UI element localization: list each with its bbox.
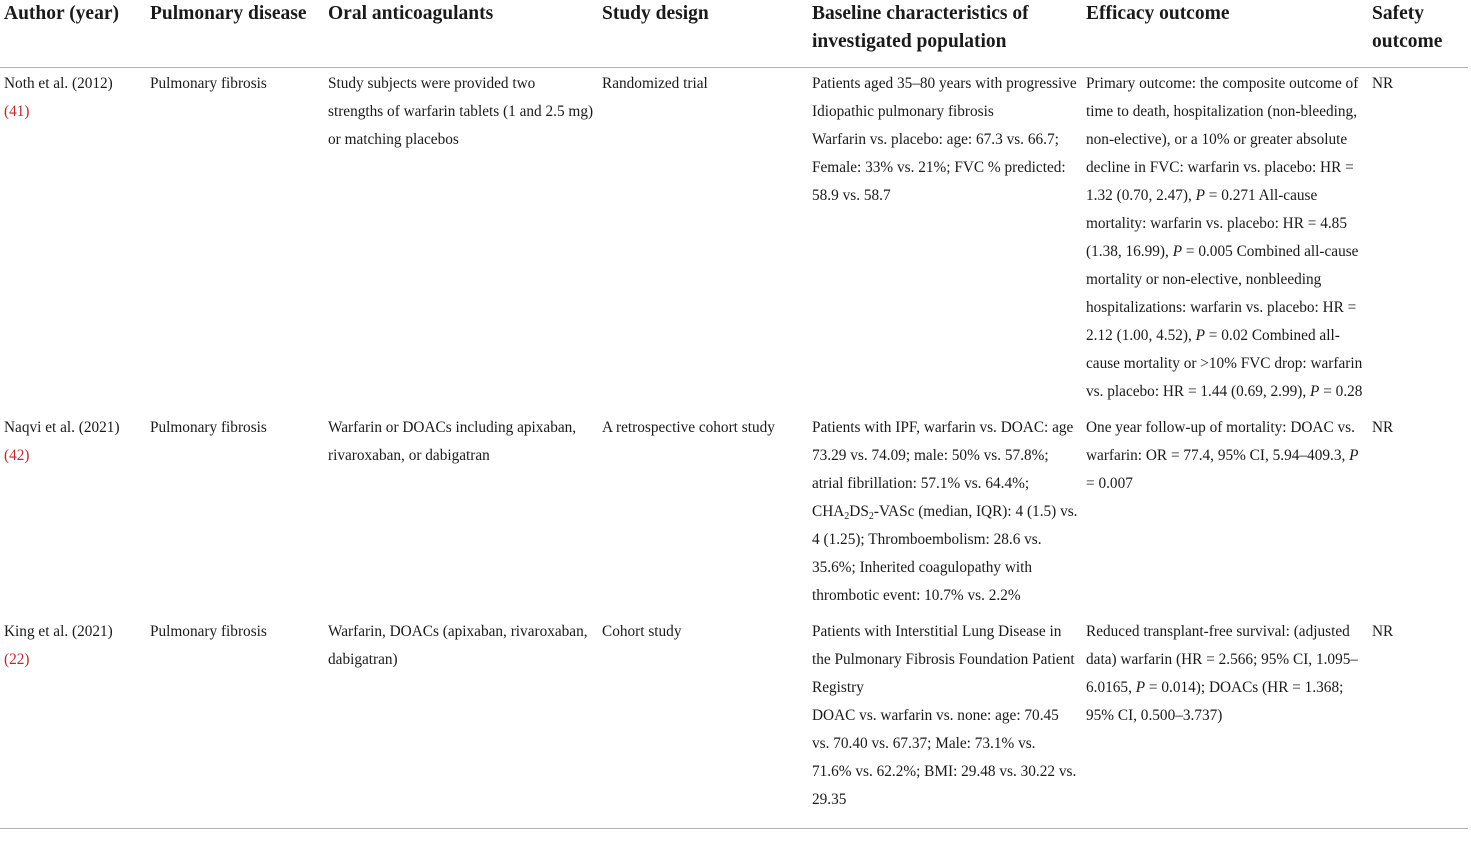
- p-value-symbol: P: [1135, 679, 1146, 696]
- p-value-symbol: P: [1195, 327, 1205, 344]
- p-value-symbol: P: [1195, 187, 1205, 204]
- baseline-cell: [808, 610, 1082, 829]
- reference-link[interactable]: (42): [4, 447, 30, 464]
- efficacy-text: = 0.007: [1086, 475, 1133, 492]
- author-name: Noth et al. (2012): [4, 75, 113, 92]
- p-value-symbol: P: [1172, 243, 1183, 260]
- author-cell: [0, 68, 146, 407]
- disease-cell: Pulmonary fibrosis: [150, 419, 267, 436]
- baseline-population: Patients aged 35–80 years with progressive Idiopathic pulmonary fibrosis: [812, 75, 1077, 120]
- efficacy-text: = 0.271 All-cause mortality: warfarin vs. placebo: HR = 4.85 (1.38, 16.99),: [1086, 187, 1347, 260]
- header-oral-anticoagulants: Oral anticoagulants: [324, 0, 598, 68]
- anticoagulants-cell: Warfarin, DOACs (apixaban, rivaroxaban, dabigatran): [324, 610, 598, 829]
- baseline-population: Patients with Interstitial Lung Disease in the Pulmonary Fibrosis Foundation Patient Registry: [812, 623, 1075, 696]
- efficacy-cell: [1082, 68, 1368, 407]
- author-name: Naqvi et al. (2021): [4, 419, 120, 436]
- baseline-comparison: Warfarin vs. placebo: age: 67.3 vs. 66.7; Female: 33% vs. 21%; FVC % predicted: 58.9 vs. 58.7: [812, 131, 1066, 204]
- efficacy-text: = 0.02 Combined all-cause mortality or >10% FVC drop: warfarin vs. placebo: HR = 1.44 (0.69, 2.99),: [1086, 327, 1363, 400]
- header-study-design: Study design: [598, 0, 808, 68]
- reference-link[interactable]: (22): [4, 651, 30, 668]
- header-author-year: Author (year): [0, 0, 146, 68]
- baseline-cell: [808, 406, 1082, 610]
- author-name: King et al. (2021): [4, 623, 113, 640]
- design-cell: Cohort study: [598, 610, 808, 829]
- efficacy-text: = 0.014); DOACs (HR = 1.368; 95% CI, 0.500–3.737): [1086, 679, 1344, 724]
- header-row: [0, 0, 1468, 68]
- efficacy-text: Primary outcome: the composite outcome of time to death, hospitalization (non-bleeding, non-elective), or a 10% or greater absolute decline in FVC: warfarin vs. placebo: HR = 1.32 (0.70, 2.47),: [1086, 75, 1359, 204]
- p-value-symbol: P: [1349, 447, 1359, 464]
- table-row: [0, 610, 1468, 829]
- anticoagulants-cell: Warfarin or DOACs including apixaban, rivaroxaban, or dabigatran: [328, 419, 577, 464]
- design-cell: A retrospective cohort study: [602, 419, 775, 436]
- baseline-text: Patients with IPF, warfarin vs. DOAC: age 73.29 vs. 74.09; male: 50% vs. 57.8%; atrial fibrillation: 57.1% vs. 64.4%; CHA: [812, 419, 1074, 520]
- efficacy-text: = 0.005 Combined all-cause mortality or non-elective, nonbleeding hospitalizations: warfarin vs. placebo: HR = 2.12 (1.00, 4.52),: [1086, 243, 1359, 344]
- table-row: [0, 406, 1468, 610]
- header-efficacy-outcome: Efficacy outcome: [1082, 0, 1368, 68]
- safety-cell: NR: [1368, 610, 1468, 829]
- safety-cell: NR: [1372, 419, 1394, 436]
- baseline-cell: [808, 68, 1082, 407]
- efficacy-cell: [1082, 406, 1368, 610]
- anticoagulants-cell: Study subjects were provided two strengths of warfarin tablets (1 and 2.5 mg) or matching placebos: [328, 75, 594, 148]
- baseline-text: DS: [849, 503, 869, 520]
- design-cell: Randomized trial: [602, 75, 708, 92]
- baseline-comparison: DOAC vs. warfarin vs. none: age: 70.45 vs. 70.40 vs. 67.37; Male: 73.1% vs. 71.6% vs. 62.2%; BMI: 29.48 vs. 30.22 vs. 29.35: [812, 707, 1077, 808]
- safety-cell: NR: [1372, 75, 1394, 92]
- baseline-text: -VASc (median, IQR): 4 (1.5) vs. 4 (1.25); Thromboembolism: 28.6 vs. 35.6%; Inherited coagulopathy with thrombotic event: 10.7% vs. 2.2%: [812, 503, 1078, 604]
- efficacy-text: = 0.28: [1319, 383, 1363, 400]
- header-pulmonary-disease: Pulmonary disease: [146, 0, 324, 68]
- author-cell: [0, 610, 146, 829]
- reference-link[interactable]: (41): [4, 103, 30, 120]
- author-cell: [0, 406, 146, 610]
- efficacy-text: Reduced transplant-free survival: (adjusted data) warfarin (HR = 2.566; 95% CI, 1.095–6.0165,: [1086, 623, 1359, 696]
- table-row: [0, 68, 1468, 407]
- subscript: 2: [844, 511, 850, 522]
- efficacy-text: One year follow-up of mortality: DOAC vs. warfarin: OR = 77.4, 95% CI, 5.94–409.3,: [1086, 419, 1355, 464]
- disease-cell: Pulmonary fibrosis: [150, 75, 267, 92]
- disease-cell: Pulmonary fibrosis: [146, 610, 324, 829]
- header-baseline-characteristics: Baseline characteristics of investigated population: [808, 0, 1082, 68]
- efficacy-cell: [1082, 610, 1368, 829]
- subscript: 2: [868, 511, 874, 522]
- p-value-symbol: P: [1310, 383, 1320, 400]
- header-safety-outcome: Safety outcome: [1368, 0, 1468, 68]
